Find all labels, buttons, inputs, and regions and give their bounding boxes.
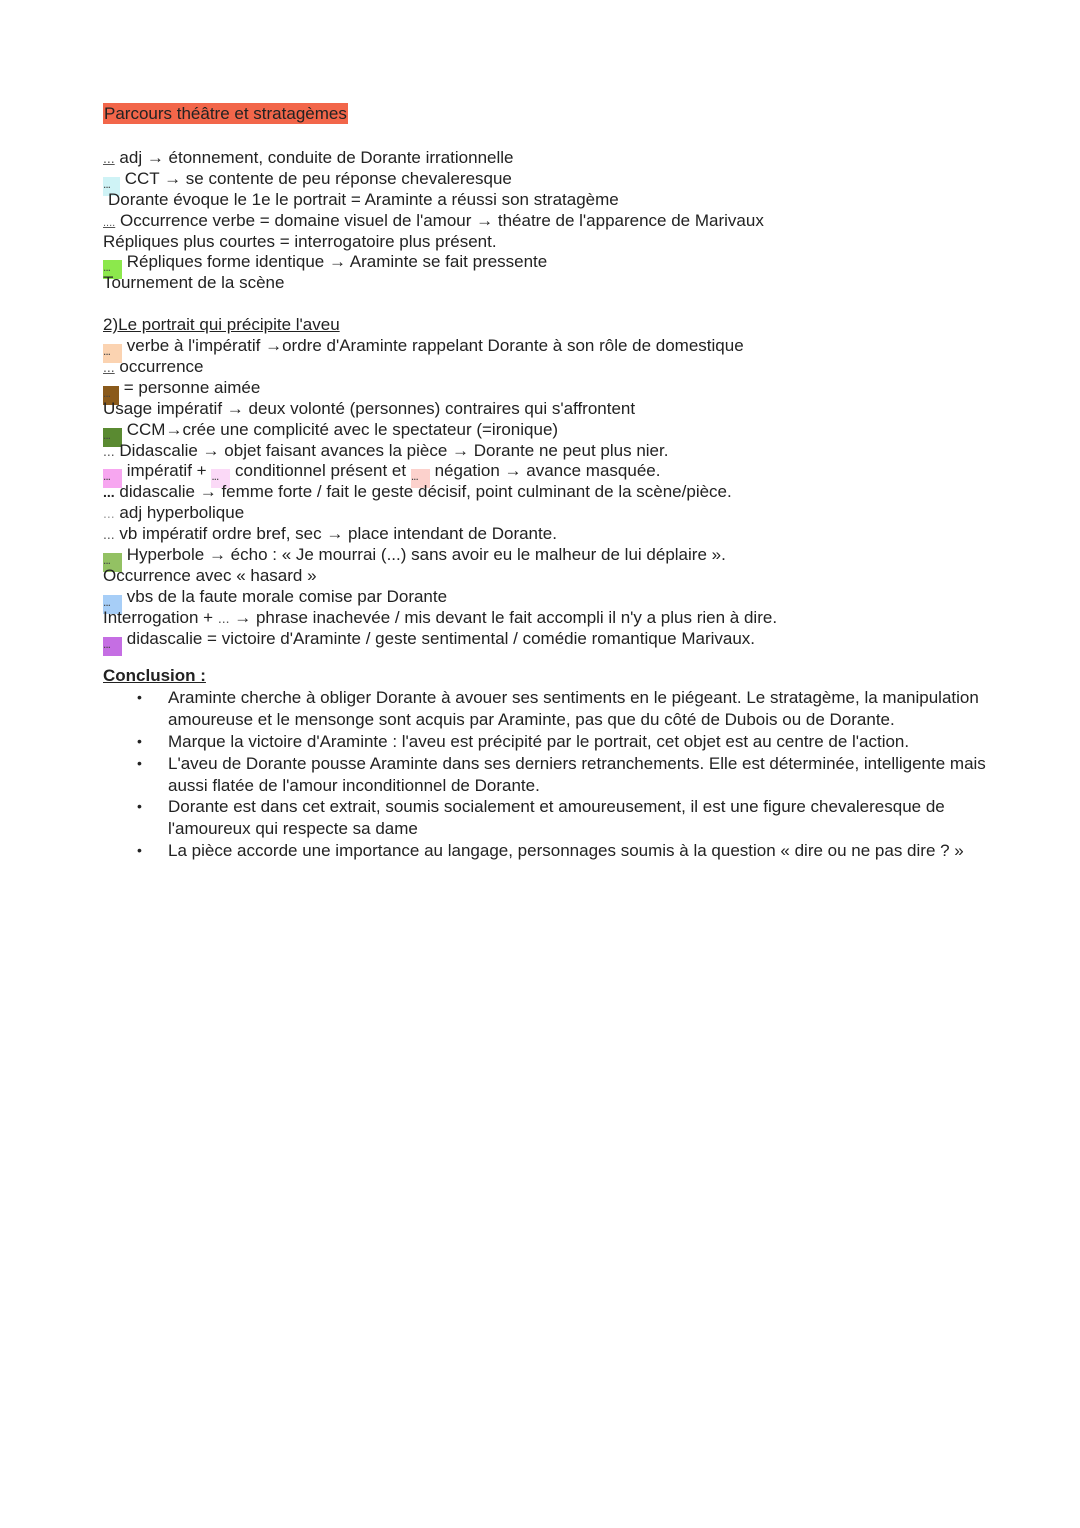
title-row (103, 102, 1003, 126)
color-marker: ... (103, 260, 122, 279)
note-line (103, 336, 1003, 357)
note-text: → phrase inachevée / mis devant le fait accompli il n'y a plus rien à dire. (234, 607, 778, 627)
list-item-text: Dorante est dans cet extrait, soumis socialement et amoureusement, il est une figure chevaleresque de l'amoureux qui respecte sa dame (168, 797, 945, 839)
conclusion-list (103, 687, 1003, 861)
color-marker: ... (103, 150, 115, 166)
note-text: vb impératif ordre bref, sec → place intendant de Dorante. (119, 524, 557, 544)
note-line (103, 587, 1003, 608)
conclusion-section (103, 665, 1003, 861)
note-text: Didascalie → objet faisant avances la pièce → Dorante ne peut plus nier. (119, 440, 669, 460)
note-line (103, 420, 1003, 441)
note-text: Usage impératif → deux volonté (personnes) contraires qui s'affrontent (103, 398, 636, 418)
note-text: Occurrence verbe = domaine visuel de l'amour → théatre de l'apparence de Marivaux (119, 210, 764, 230)
color-marker: ... (103, 505, 115, 522)
note-line (103, 441, 1003, 462)
note-line (103, 211, 1003, 232)
color-marker: ... (217, 609, 230, 626)
note-line (103, 273, 1003, 294)
note-line (103, 378, 1003, 399)
document-title: Parcours théâtre et stratagèmes (104, 104, 347, 123)
note-text: verbe à l'impératif →ordre d'Araminte rappelant Dorante à son rôle de domestique (126, 336, 744, 356)
note-line (103, 169, 1003, 190)
color-marker: ... (411, 469, 430, 488)
color-marker: ... (103, 428, 122, 447)
color-marker: ... (103, 177, 120, 196)
note-text: Occurrence avec « hasard » (103, 565, 317, 585)
note-line (103, 357, 1003, 378)
color-marker: ... (103, 442, 115, 459)
color-marker: .... (103, 216, 116, 229)
note-line (103, 608, 1003, 629)
color-marker: ... (103, 595, 122, 614)
conclusion-title: Conclusion : (103, 666, 206, 686)
list-item (103, 753, 988, 797)
note-text: occurrence (119, 357, 204, 377)
note-text: didascalie = victoire d'Araminte / geste sentimental / comédie romantique Marivaux. (126, 628, 756, 648)
color-marker: ... (103, 637, 122, 656)
note-text: vbs de la faute morale comise par Dorante (126, 586, 448, 606)
note-text: Dorante évoque le 1e le portrait = Araminte a réussi son stratagème (108, 189, 619, 209)
color-marker: ... (103, 526, 115, 543)
note-line (103, 566, 1003, 587)
note-text: CCM→crée une complicité avec le spectateur (=ironique) (126, 419, 559, 439)
list-item-text: Araminte cherche à obliger Dorante à avouer ses sentiments en le piégeant. Le stratagème, la manipulation amoureuse et le mensonge sont acquis par Araminte, pas que du côté de Dubois ou de Dorante. (168, 688, 979, 730)
list-item-text: Marque la victoire d'Araminte : l'aveu est précipité par le portrait, cet objet est au centre de l'action. (168, 732, 910, 752)
bullet-icon: • (137, 798, 142, 815)
bullet-icon: • (137, 689, 142, 706)
document-page (103, 102, 1003, 862)
color-marker: ... (103, 386, 119, 405)
note-text: Répliques forme identique → Araminte se fait pressente (126, 252, 548, 272)
color-marker: ... (103, 344, 122, 363)
color-marker: ... (103, 469, 122, 488)
note-text: adj hyperbolique (119, 503, 245, 523)
list-item (103, 796, 988, 840)
bullet-icon: • (137, 733, 142, 750)
section-title-row (103, 315, 1003, 336)
note-text: conditionnel présent et (235, 461, 407, 481)
note-line (103, 399, 1003, 420)
color-marker: ... (211, 469, 230, 488)
note-line (103, 545, 1003, 566)
note-text: impératif + (126, 461, 207, 481)
note-line (103, 482, 1003, 503)
note-line (103, 148, 1003, 169)
note-line (103, 524, 1003, 545)
note-line (103, 252, 1003, 273)
section-2 (103, 315, 1003, 649)
note-text: négation → avance masquée. (434, 461, 661, 481)
bullet-icon: • (137, 842, 142, 859)
note-line (103, 503, 1003, 524)
bullet-icon: • (137, 754, 142, 771)
note-line (103, 190, 1003, 211)
note-text: Interrogation + (103, 607, 214, 627)
spacer (103, 126, 1003, 148)
list-item (103, 687, 988, 731)
note-text: = personne aimée (123, 377, 261, 397)
note-text: CCT → se contente de peu réponse chevaleresque (124, 168, 512, 188)
color-marker: ... (103, 553, 122, 572)
note-text: Tournement de la scène (103, 273, 285, 293)
color-marker: ... (103, 484, 115, 501)
note-text: adj → étonnement, conduite de Dorante irrationnelle (119, 148, 514, 167)
color-marker: ... (103, 359, 115, 376)
spacer (103, 294, 1003, 315)
note-line (103, 461, 1003, 482)
part1-notes (103, 148, 1003, 294)
list-item-text: La pièce accorde une importance au langage, personnages soumis à la question « dire ou ne pas dire ? » (168, 841, 964, 861)
note-text: Hyperbole → écho : « Je mourrai (...) sans avoir eu le malheur de lui déplaire ». (126, 545, 726, 565)
note-line (103, 232, 1003, 253)
list-item-text: L'aveu de Dorante pousse Araminte dans ses derniers retranchements. Elle est déterminée, intelligente mais aussi flatée de l'amour inconditionnel de Dorante. (168, 753, 986, 795)
note-text: Répliques plus courtes = interrogatoire plus présent. (103, 231, 497, 251)
list-item (103, 840, 988, 862)
note-line (103, 629, 1003, 650)
section-title: 2)Le portrait qui précipite l'aveu (103, 315, 340, 335)
note-text: didascalie → femme forte / fait le geste décisif, point culminant de la scène/pièce. (119, 482, 732, 502)
list-item (103, 731, 988, 753)
